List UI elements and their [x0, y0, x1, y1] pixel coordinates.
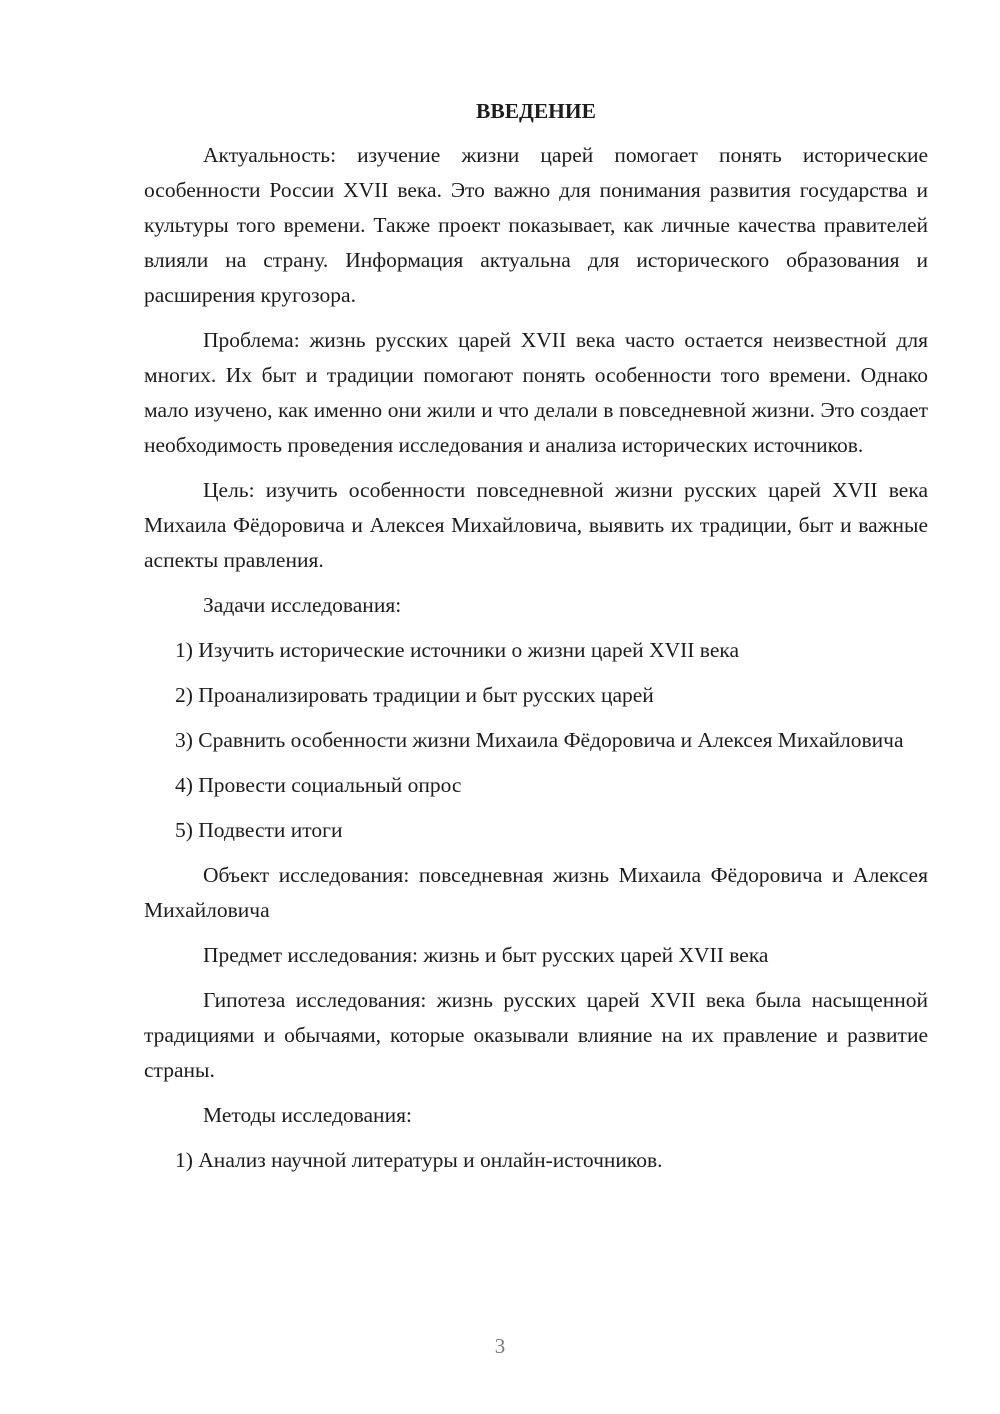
- task-item: 4) Провести социальный опрос: [175, 773, 462, 797]
- subject-paragraph: Предмет исследования: жизнь и быт русских царей XVII века: [203, 943, 769, 967]
- hypothesis-paragraph: Гипотеза исследования: жизнь русских царей XVII века была насыщенной традициями и обычаями, которые оказывали влияние на их правление и развитие страны.: [144, 988, 928, 1082]
- page-number: 3: [494, 1334, 506, 1358]
- task-item: 1) Изучить исторические источники о жизни царей XVII века: [175, 638, 740, 662]
- tasks-heading: Задачи исследования:: [203, 593, 402, 617]
- section-title: ВВЕДЕНИЕ: [476, 99, 596, 123]
- method-item: 1) Анализ научной литературы и онлайн-источников.: [175, 1148, 663, 1172]
- task-item: 5) Подвести итоги: [175, 818, 343, 842]
- document-page: [144, 96, 928, 1188]
- methods-heading: Методы исследования:: [203, 1103, 412, 1127]
- relevance-paragraph: Актуальность: изучение жизни царей помогает понять исторические особенности России XVII века. Это важно для понимания развития государства и культуры того времени. Также проект показывает, как личные качества правителей влияли на страну. Информация актуальна для исторического образования и расширения кругозора.: [144, 143, 928, 307]
- object-paragraph: Объект исследования: повседневная жизнь Михаила Фёдоровича и Алексея Михайловича: [144, 863, 928, 922]
- goal-paragraph: Цель: изучить особенности повседневной жизни русских царей XVII века Михаила Фёдоровича и Алексея Михайловича, выявить их традиции, быт и важные аспекты правления.: [144, 478, 928, 572]
- problem-paragraph: Проблема: жизнь русских царей XVII века часто остается неизвестной для многих. Их быт и традиции помогают понять особенности того времени. Однако мало изучено, как именно они жили и что делали в повседневной жизни. Это создает необходимость проведения исследования и анализа исторических источников.: [144, 328, 928, 457]
- task-item: 3) Сравнить особенности жизни Михаила Фёдоровича и Алексея Михайловича: [175, 728, 904, 752]
- task-item: 2) Проанализировать традиции и быт русских царей: [175, 683, 654, 707]
